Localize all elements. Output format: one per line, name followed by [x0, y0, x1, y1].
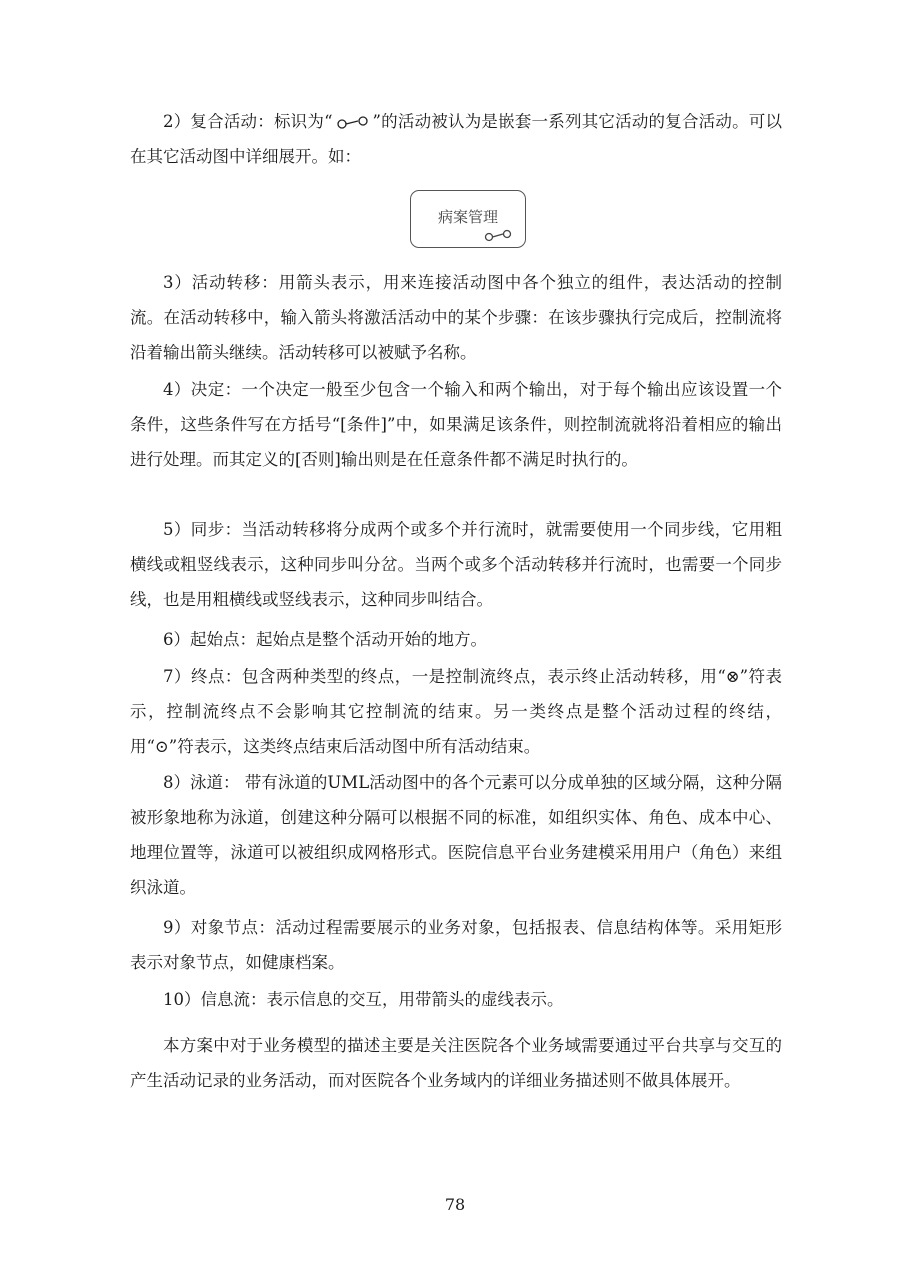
paragraph-composite-activity [130, 104, 782, 174]
figure-label: 病案管理 [437, 208, 498, 226]
paragraph-text: 2）复合活动：标识为“ [163, 112, 333, 131]
paragraph-text: ”的活动被认为是嵌套一系列其它活动的复合活动。可以在其它活动图中详细展开。如： [130, 112, 782, 166]
composite-activity-example [410, 190, 526, 248]
paragraph-summary: 本方案中对于业务模型的描述主要是关注医院各个业务域需要通过平台共享与交互的产生活动记录的业务活动，而对医院各个业务域内的详细业务描述则不做具体展开。 [130, 1036, 782, 1090]
page-number: 78 [444, 1195, 466, 1214]
composite-activity-icon [481, 228, 517, 242]
paragraph-synchronization: 5）同步：当活动转移将分成两个或多个并行流时，就需要使用一个同步线，它用粗横线或粗竖线表示，这种同步叫分岔。当两个或多个活动转移并行流时，也需要一个同步线，也是用粗横线或竖线表示，这种同步叫结合。 [130, 520, 782, 609]
paragraph-start-point: 6）起始点：起始点是整个活动开始的地方。 [163, 630, 487, 649]
paragraph-swimlane: 8）泳道： 带有泳道的UML活动图中的各个元素可以分成单独的区域分隔，这种分隔被形象地称为泳道，创建这种分隔可以根据不同的标准，如组织实体、角色、成本中心、地理位置等，泳道可以被组织成网格形式。医院信息平台业务建模采用用户（角色）来组织泳道。 [130, 773, 782, 897]
composite-activity-icon [333, 116, 373, 130]
paragraph-information-flow: 10）信息流：表示信息的交互，用带箭头的虚线表示。 [163, 990, 564, 1009]
paragraph-activity-transition: 3）活动转移：用箭头表示，用来连接活动图中各个独立的组件，表达活动的控制流。在活动转移中，输入箭头将激活活动中的某个步骤：在该步骤执行完成后，控制流将沿着输出箭头继续。活动转移可以被赋予名称。 [130, 273, 782, 362]
paragraph-end-point: 7）终点：包含两种类型的终点，一是控制流终点，表示终止活动转移，用“⊗”符表示，控制流终点不会影响其它控制流的结束。另一类终点是整个活动过程的终结，用“⊙”符表示，这类终点结束后活动图中所有活动结束。 [130, 667, 782, 756]
paragraph-decision: 4）决定：一个决定一般至少包含一个输入和两个输出，对于每个输出应该设置一个条件，这些条件写在方括号“[条件]”中，如果满足该条件，则控制流就将沿着相应的输出进行处理。而其定义的[否则]输出则是在任意条件都不满足时执行的。 [130, 380, 782, 469]
paragraph-object-node: 9）对象节点：活动过程需要展示的业务对象，包括报表、信息结构体等。采用矩形表示对象节点，如健康档案。 [130, 918, 782, 972]
